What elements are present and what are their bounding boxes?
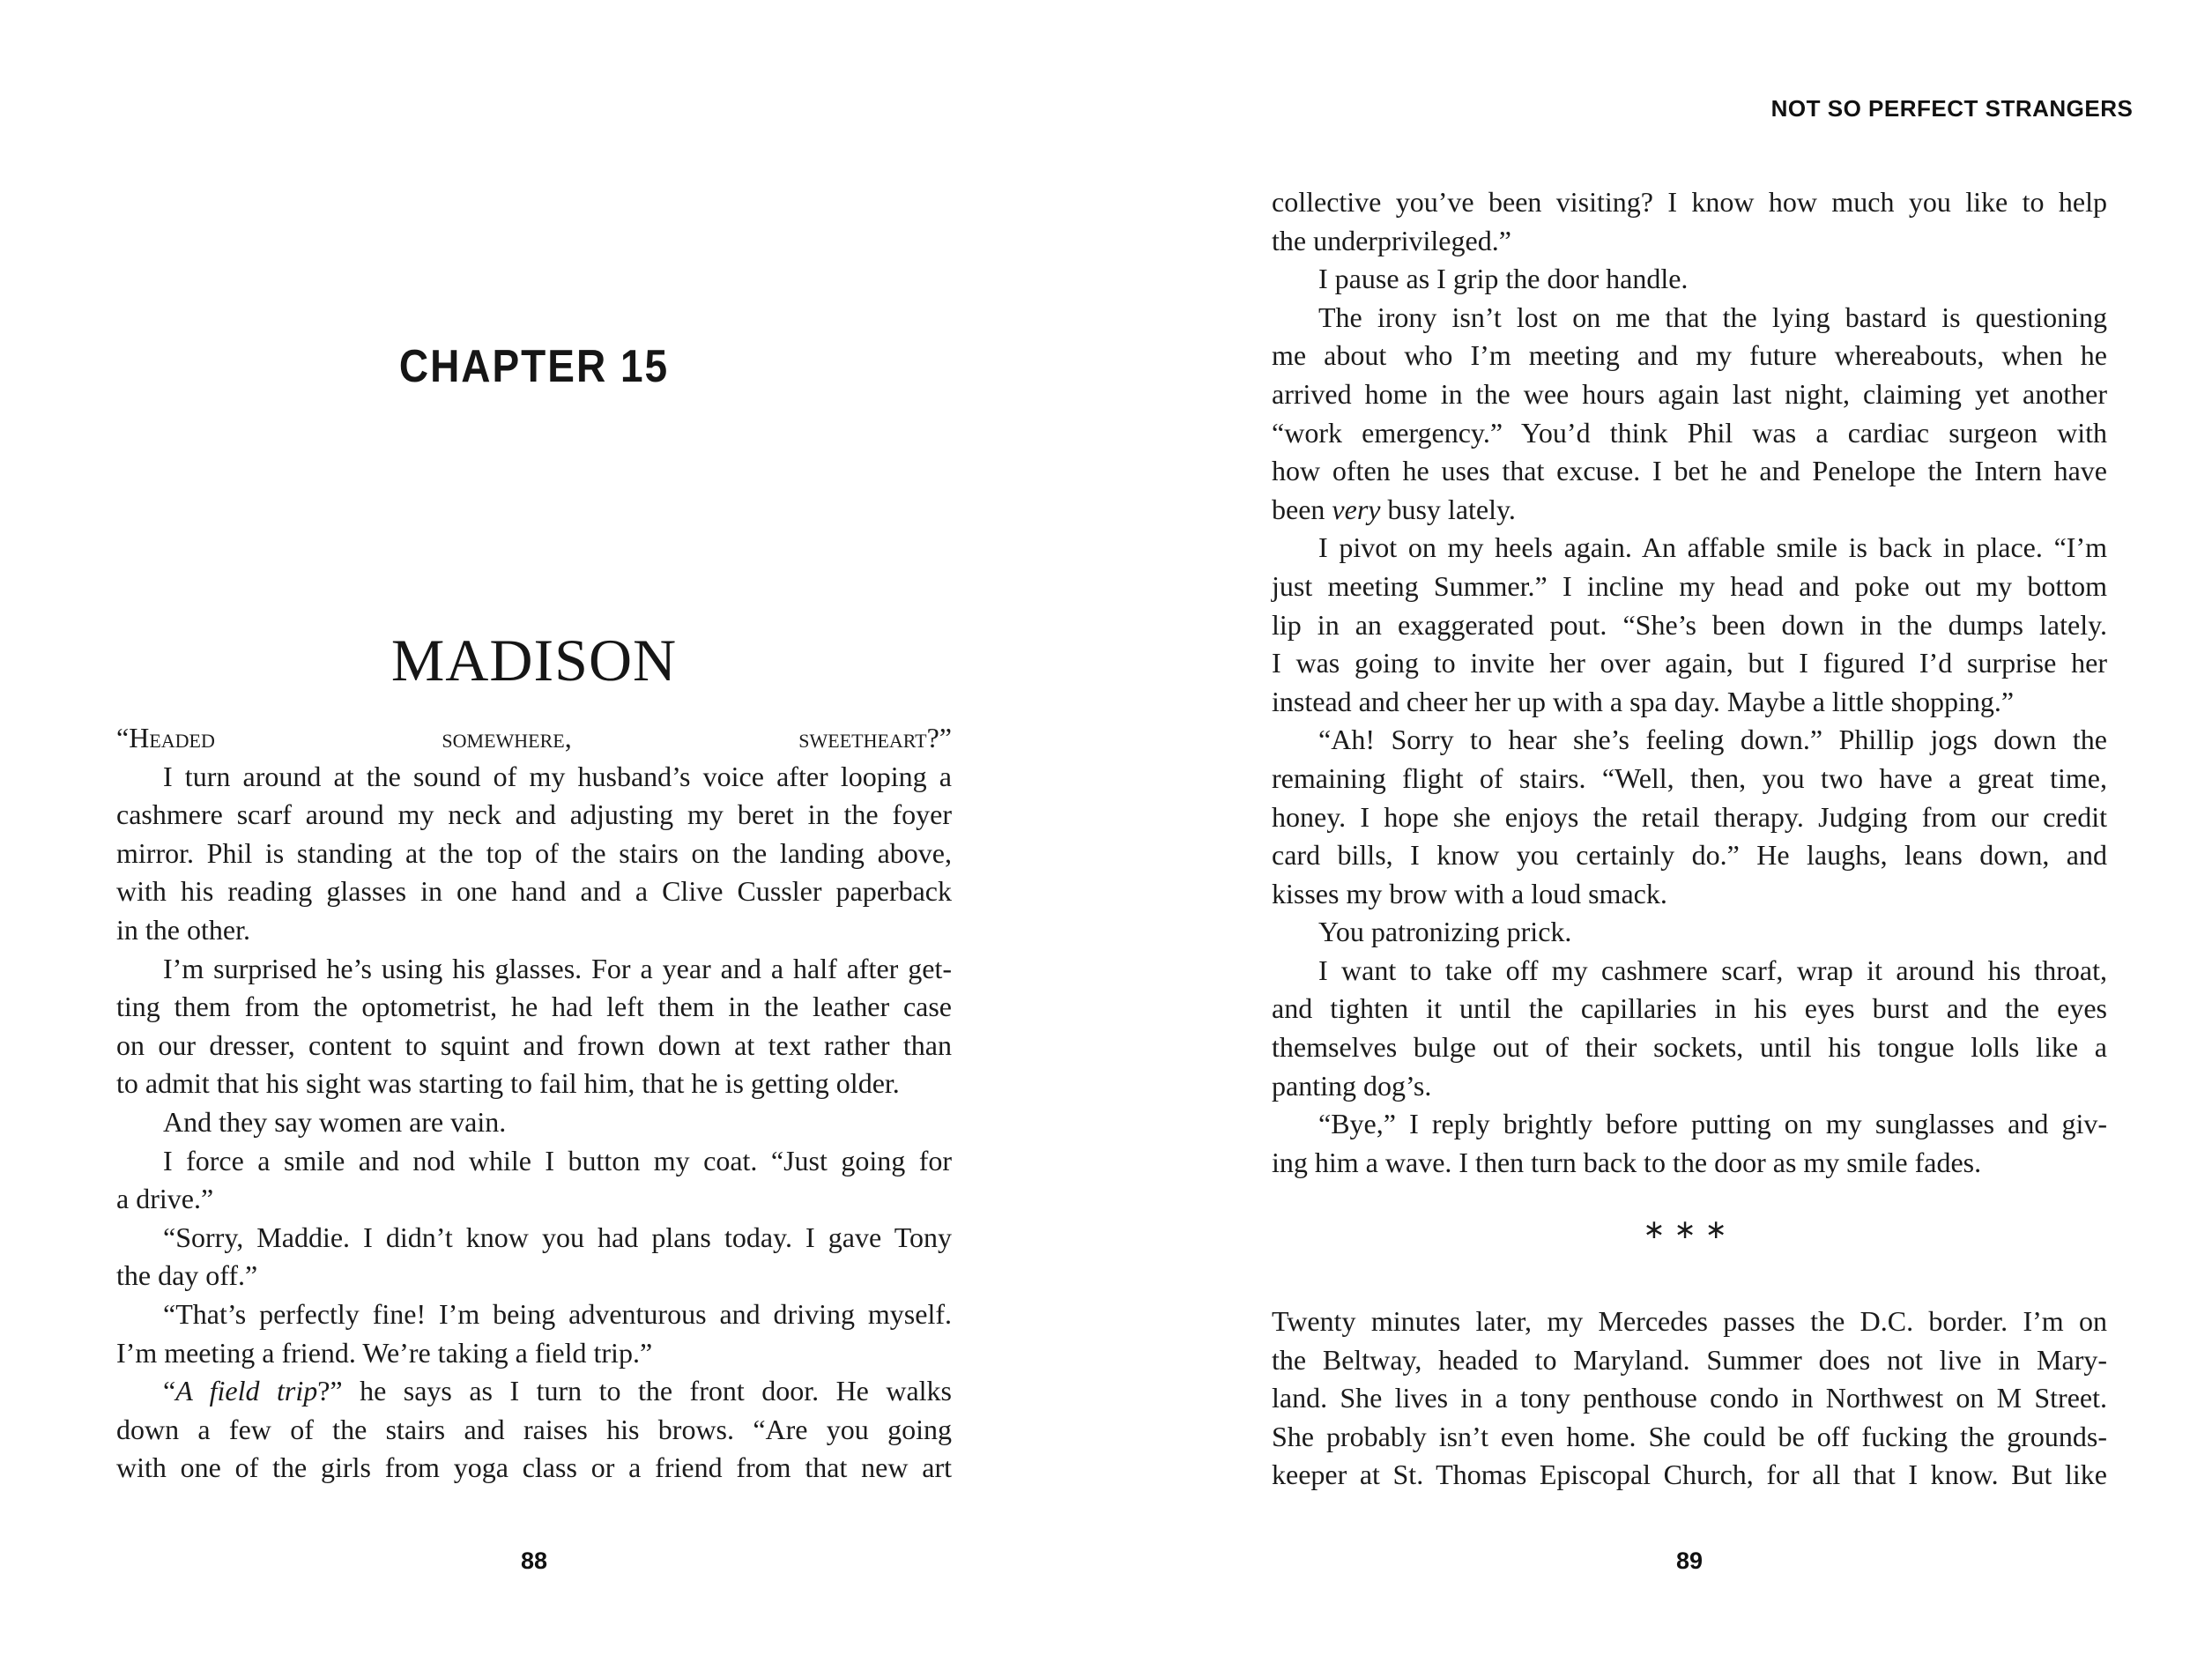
chapter-number: CHAPTER 15: [398, 339, 670, 392]
body-text: [1272, 183, 2107, 1182]
text-line: me about who I’m meeting and my future whereabouts, when he: [1272, 339, 2107, 372]
text-line: to admit that his sight was starting to fail him, that he is getting older.: [116, 1067, 900, 1100]
text-line: kisses my brow with a loud smack.: [1272, 877, 1667, 909]
text-line: The irony isn’t lost on me that the lying bastard is questioning: [1318, 301, 2107, 333]
text-line: arrived home in the wee hours again last night, claiming yet another: [1272, 377, 2107, 410]
text-line: and tighten it until the capillaries in his eyes burst and the eyes: [1272, 992, 2107, 1025]
text-line: I’m surprised he’s using his glasses. For a year and a half after get-: [163, 952, 952, 984]
text-line: She probably isn’t even home. She could be off fucking the grounds-: [1272, 1420, 2107, 1452]
text-line: Twenty minutes later, my Mercedes passes the D.C. border. I’m on: [1272, 1305, 2107, 1337]
text-line: “work emergency.” You’d think Phil was a cardiac surgeon with: [1272, 416, 2107, 449]
text-line: You patronizing prick.: [1318, 916, 1572, 948]
text-line: land. She lives in a tony penthouse condo in Northwest on M Street.: [1272, 1382, 2107, 1414]
text-line: themselves bulge out of their sockets, until his tongue lolls like a: [1272, 1031, 2107, 1064]
text-line: “A field trip?” he says as I turn to the front door. He walks: [163, 1375, 952, 1407]
text-line: just meeting Summer.” I incline my head and poke out my bottom: [1272, 569, 2107, 602]
page-number: 88: [520, 1548, 548, 1574]
text-line: I force a smile and nod while I button my coat. “Just going for: [163, 1144, 952, 1176]
text-line: “That’s perfectly fine! I’m being adventurous and driving myself.: [163, 1297, 952, 1330]
text-line: I pivot on my heels again. An affable smile is back in place. “I’m: [1318, 531, 2107, 564]
text-line: how often he uses that excuse. I bet he and Penelope the Intern have: [1272, 455, 2107, 487]
right-page: [1106, 0, 2212, 1670]
text-line: honey. I hope she enjoys the retail therapy. Judging from our credit: [1272, 800, 2107, 833]
text-line: the underprivileged.”: [1272, 224, 1511, 256]
text-line: down a few of the stairs and raises his brows. “Are you going: [116, 1413, 952, 1445]
text-line: ing him a wave. I then turn back to the door as my smile fades.: [1272, 1146, 1982, 1178]
text-line: “Sorry, Maddie. I didn’t know you had plans today. I gave Tony: [163, 1221, 952, 1253]
text-line: panting dog’s.: [1272, 1069, 1432, 1102]
text-line: on our dresser, content to squint and frown down at text rather than: [116, 1028, 952, 1061]
text-line: I’m meeting a friend. We’re taking a field trip.”: [116, 1336, 653, 1369]
text-line: lip in an exaggerated pout. “She’s been down in the dumps lately.: [1272, 608, 2107, 641]
text-line: “Ah! Sorry to hear she’s feeling down.” Phillip jogs down the: [1318, 724, 2107, 756]
text-line: with one of the girls from yoga class or a friend from that new art: [116, 1451, 952, 1484]
page-number: 89: [1675, 1548, 1704, 1574]
body-text: [1272, 1303, 2107, 1495]
text-line: cashmere scarf around my neck and adjusting my beret in the foyer: [116, 798, 952, 831]
text-line: And they say women are vain.: [163, 1105, 507, 1138]
text-line: ting them from the optometrist, he had left them in the leather case: [116, 991, 952, 1023]
text-line: collective you’ve been visiting? I know how much you like to help: [1272, 186, 2107, 218]
body-text: [116, 719, 952, 1488]
text-line: in the other.: [116, 913, 250, 946]
text-line: the day off.”: [116, 1259, 258, 1292]
text-line: the Beltway, headed to Maryland. Summer does not live in Mary-: [1272, 1343, 2107, 1376]
text-line: been very busy lately.: [1272, 493, 1516, 525]
text-line: a drive.”: [116, 1183, 214, 1215]
text-line: I turn around at the sound of my husband’s voice after looping a: [163, 760, 952, 792]
text-line: remaining flight of stairs. “Well, then, you two have a great time,: [1272, 761, 2107, 794]
text-line: “Bye,” I reply brightly before putting on my sunglasses and giv-: [1318, 1108, 2107, 1140]
chapter-title: MADISON: [390, 627, 678, 694]
text-line: I pause as I grip the door handle.: [1318, 263, 1689, 295]
text-line: I want to take off my cashmere scarf, wrap it around his throat,: [1318, 954, 2107, 986]
text-line: with his reading glasses in one hand and a Clive Cussler paperback: [116, 875, 952, 908]
text-line: “Headed somewhere, sweetheart?”: [116, 722, 952, 753]
text-line: mirror. Phil is standing at the top of the stairs on the landing above,: [116, 836, 952, 869]
text-line: I was going to invite her over again, but I figured I’d surprise her: [1272, 647, 2107, 679]
text-line: card bills, I know you certainly do.” He laughs, leans down, and: [1272, 839, 2107, 872]
scene-break: ∗∗∗: [1643, 1214, 1736, 1245]
running-head: NOT SO PERFECT STRANGERS: [1770, 95, 2134, 122]
text-line: instead and cheer her up with a spa day. Maybe a little shopping.”: [1272, 685, 2015, 717]
text-line: keeper at St. Thomas Episcopal Church, for all that I know. But like: [1272, 1458, 2107, 1491]
